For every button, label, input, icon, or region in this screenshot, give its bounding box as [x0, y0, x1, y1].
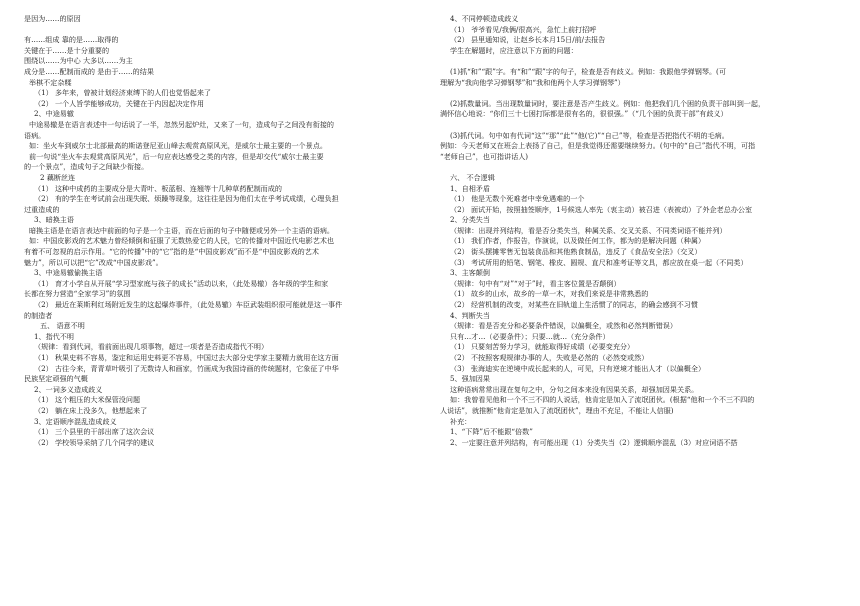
right-column-line: 1、“下降”后不能跟“倍数”	[450, 427, 533, 437]
left-column-line: （1） 育才小学自从开展“学习型家庭与孩子的成长”活动以来，（此处易辙）各年级的学生和家	[34, 278, 329, 288]
left-column-line: 五、 语意不明	[40, 321, 85, 331]
left-column-line: 的一个景点”，造成句子之间缺少衔接。	[24, 162, 149, 172]
left-column-line: 如：坐火车到威尔士北部最高的斯诺登尼亚山峰去观赏高原风光，是威尔士最主要的一个景点。	[29, 141, 327, 151]
right-column-line: （规律：出现并列结构，看是否分类失当，种属关系、交叉关系、不同类词语不能并列）	[450, 225, 727, 235]
left-column-line: 的制造者	[24, 310, 53, 320]
right-column-line: （3） 张海迪实在逆境中成长起来的人，可见，只有逆境才能出人才（以偏概全）	[450, 363, 706, 373]
right-column-line: （3） 考试所用的铅笔、钢笔、橡皮、圆规、直尺和准考证等文具，都应放在桌一起（不同类）	[450, 257, 748, 267]
right-column-line: 5、强加因果	[450, 374, 490, 384]
left-column-line: 3、中途易辙偷换主语	[34, 268, 103, 278]
left-column-line: （2） 躺在床上没多久，他想起来了	[34, 405, 148, 415]
left-column-line: 前一句说“坐火车去观赏高原风光”，后一句应表达感受之类的内容，但是却交代“威尔士最主要	[29, 151, 324, 161]
right-column-line: （1） 他是无数个死难者中幸免遇难的一个	[450, 194, 585, 204]
left-column-line	[24, 25, 422, 36]
right-column-line: 4、不同停顿造成歧义	[450, 14, 519, 23]
left-column-line: 围绕以……为中心 大多以……为主	[24, 56, 133, 66]
right-column-line: 4、判断失当	[450, 310, 490, 320]
left-column-line: 过重造成的	[24, 204, 60, 214]
left-column-line: （2） 有的学生在考试前会出现失眠、烦躁等现象，这往往是因为他们太在乎考试成绩，心理负担	[34, 194, 339, 204]
left-column-line: （1） 秋果史料不容易，鉴定和运用史料更不容易，中国过去大部分史学家主要精力就用在这方面	[34, 353, 339, 362]
right-column-line: （1） 爷爷看见/我俩/很高兴，急忙上前打招呼	[450, 24, 597, 34]
right-column-line: 例如：今天老师又在班会上表扬了自己，但是我觉得还需要继续努力。(句中的“自己”指代不明，可指	[440, 141, 756, 151]
right-column-line: （1） 我们作者，作报告，作演说，以及做任何工作，都为的是解决问题（种属）	[450, 236, 706, 246]
right-column-line: 只有…才…（必要条件）；只要…就…（充分条件）	[450, 331, 610, 341]
left-column-line: 举棋不定杂糅	[29, 77, 72, 87]
right-column-line: 满怀信心地说：“你们三十七困打际都是很有名的，很很强。”（“几个困的负责干部”有歧义）	[440, 109, 728, 119]
right-column-line: （2） 县里通知说，让赵乡长本月15日/前/去报告	[450, 35, 606, 45]
left-column-line: （2） 一个人旨学能够成功，关键在于内因起决定作用	[34, 98, 204, 108]
right-column-line: 如：我曾看见他和一个不三不四的人说话，他肯定是加入了流氓团伙。(根据“他和一个不三不四的	[450, 395, 755, 405]
left-column-line: 成分是……配制而成的 是由于……的结果	[24, 66, 154, 76]
right-column-line: （2） 街头摆摊零售无包装食品和其他熟食制品，违反了《食品安全法》（交叉）	[450, 247, 702, 257]
right-column-line: 补充：	[450, 416, 472, 426]
right-column-line: 2、分类失当	[450, 215, 490, 225]
left-column-line: （规律：看到代词，看前面出现几项事物，超过一项者是否造成指代不明）	[34, 342, 269, 352]
right-column-line: （1） 只要刻苦努力学习，就能取得好成绩（必要变充分）	[450, 342, 635, 352]
right-column-line: （1） 故乡的山水，故乡的一草一木，对我们来说是非常熟悉的	[450, 289, 649, 299]
left-column-line: 民族坚定顽强的气概	[24, 374, 88, 384]
right-column-line: (3)抓代词。句中如有代词“这”“那”“此”“他(它)”“自己”等，检查是否把指代不明的毛病。	[450, 130, 729, 140]
right-column-line: （规律：看是否充分和必要条件错误，以偏概全，或然和必然判断错误）	[450, 321, 677, 331]
right-column-line: 六、 不合逻辑	[450, 172, 495, 182]
right-column-line	[440, 162, 844, 173]
left-column-line: （2） 古往今来，青青草叶吸引了无数诗人和画家，竹画成为我国诗画的传统题材，它象征了中华	[34, 363, 339, 373]
right-column	[440, 14, 844, 598]
right-column-line: 学生在解题时，应注意以下方面的问题：	[450, 45, 578, 55]
right-column-line	[440, 88, 844, 99]
left-column-line: 长都在努力营造“全家学习”的氛围	[24, 289, 131, 299]
right-column-line: 人说话”，就推断“他肯定是加入了流氓团伙”，理由不充足，不能让人信服)	[440, 405, 674, 415]
left-column-line: 暗换主语是在语言表达中前面的句子是一个主语，而在后面的句子中随便或另外一个主语的语病。	[29, 225, 335, 235]
right-column-line	[440, 56, 844, 67]
left-column-line: （1） 这种中成药的主要成分是大青叶、板蓝根、连翘等十几种草药配制而成的	[34, 183, 282, 193]
left-column-line: 如：中国皮影戏的艺术魅力曾经倾倒和征服了无数热爱它的人民，它的传播对中国近代电影艺术也	[29, 236, 335, 246]
right-column-line: （2） 不按照客观规律办事的人，失败是必然的（必然变或然）	[450, 353, 649, 362]
left-column-line: 2、一词多义造成歧义	[34, 384, 103, 394]
left-column-line: 1、指代不明	[34, 331, 74, 341]
right-column-line: 理解为“我向他学习弹钢琴”和“我和他两个人学习弹钢琴”）	[440, 77, 625, 87]
left-column-line: 中途易辙是在语言表述中一句话说了一半，忽然另起炉灶，又来了一句，造成句子之间没有衔接的	[29, 119, 335, 129]
right-column-line	[440, 120, 844, 131]
left-column-line: （1） 三个县里的干部出席了这次会议	[34, 427, 155, 437]
right-column-line: 这种语病常常出现在复句之中，分句之间本来没有因果关系，却强加因果关系。	[450, 384, 699, 394]
right-column-line: （2） 经营机制的改变，对某些在旧轨道上生活惯了的同志，的确会感到不习惯	[450, 300, 698, 310]
left-column-line: 2、中途易辙	[34, 109, 74, 119]
left-column-line: 3、暗换主语	[34, 215, 74, 225]
left-column-line: 有……组成 靠的是……取得的	[24, 35, 119, 45]
right-column-line: 2、一定要注意并列结构，有可能出现（1）分类失当（2）逻辑顺序混乱（3）对应词语不搭	[450, 437, 738, 447]
right-column-line: (1)抓“和”“跟”字。有“和”“跟”字的句子，检查是否有歧义。例如：我跟他学弹钢琴。(可	[450, 66, 726, 76]
right-column-line: “老师自己”，也可指讲话人)	[440, 151, 529, 161]
left-column-line: 语病。	[24, 130, 46, 140]
right-column-line: （规律：句中有“对”“对于”时，看主客位置是否颠倒）	[450, 278, 621, 288]
left-column-line: 2 藕断丝连	[40, 172, 76, 182]
right-column-line: 3、主客颠倒	[450, 268, 490, 278]
right-column-line: (2)抓数量词。当出现数量词时，要注意是否产生歧义。例如：他把我们几个困的负责干部叫到一起，	[450, 98, 766, 108]
left-column-line: （1） 多年来，曾被计划经济束缚下的人们也觉悟起来了	[34, 88, 212, 98]
left-column-line: 关键在于……是十分重要的	[24, 45, 110, 55]
left-column-line: 有着不可忽视的启示作用。“它的传播”中的“它”指的是“中国皮影戏”而不是“中国皮影戏的艺术	[24, 247, 319, 257]
right-column-line: 1、自相矛盾	[450, 183, 490, 193]
left-column-line: （2） 学校领导采纳了几个同学的建议	[34, 437, 155, 447]
left-column-line: 3、定语顺序混乱造成歧义	[34, 416, 117, 426]
left-column-line: 是因为……的原因	[24, 14, 81, 23]
left-column	[24, 14, 422, 598]
left-column-line: 魅力”，所以可以把“它”改成“中国皮影戏”。	[24, 257, 163, 267]
left-column-line: （1） 这个粗压的大米保管没问题	[34, 395, 141, 405]
left-column-line: （2） 最近在莱斯利红场附近发生的这起爆炸事件，（此处易辙）车臣武装组织很可能就是这一事件	[34, 300, 343, 310]
right-column-line: （2） 面试开始，按照抽签顺序，1号候选人率先（衷主动）被召进（表被动）了外企老总办公室	[450, 204, 753, 214]
